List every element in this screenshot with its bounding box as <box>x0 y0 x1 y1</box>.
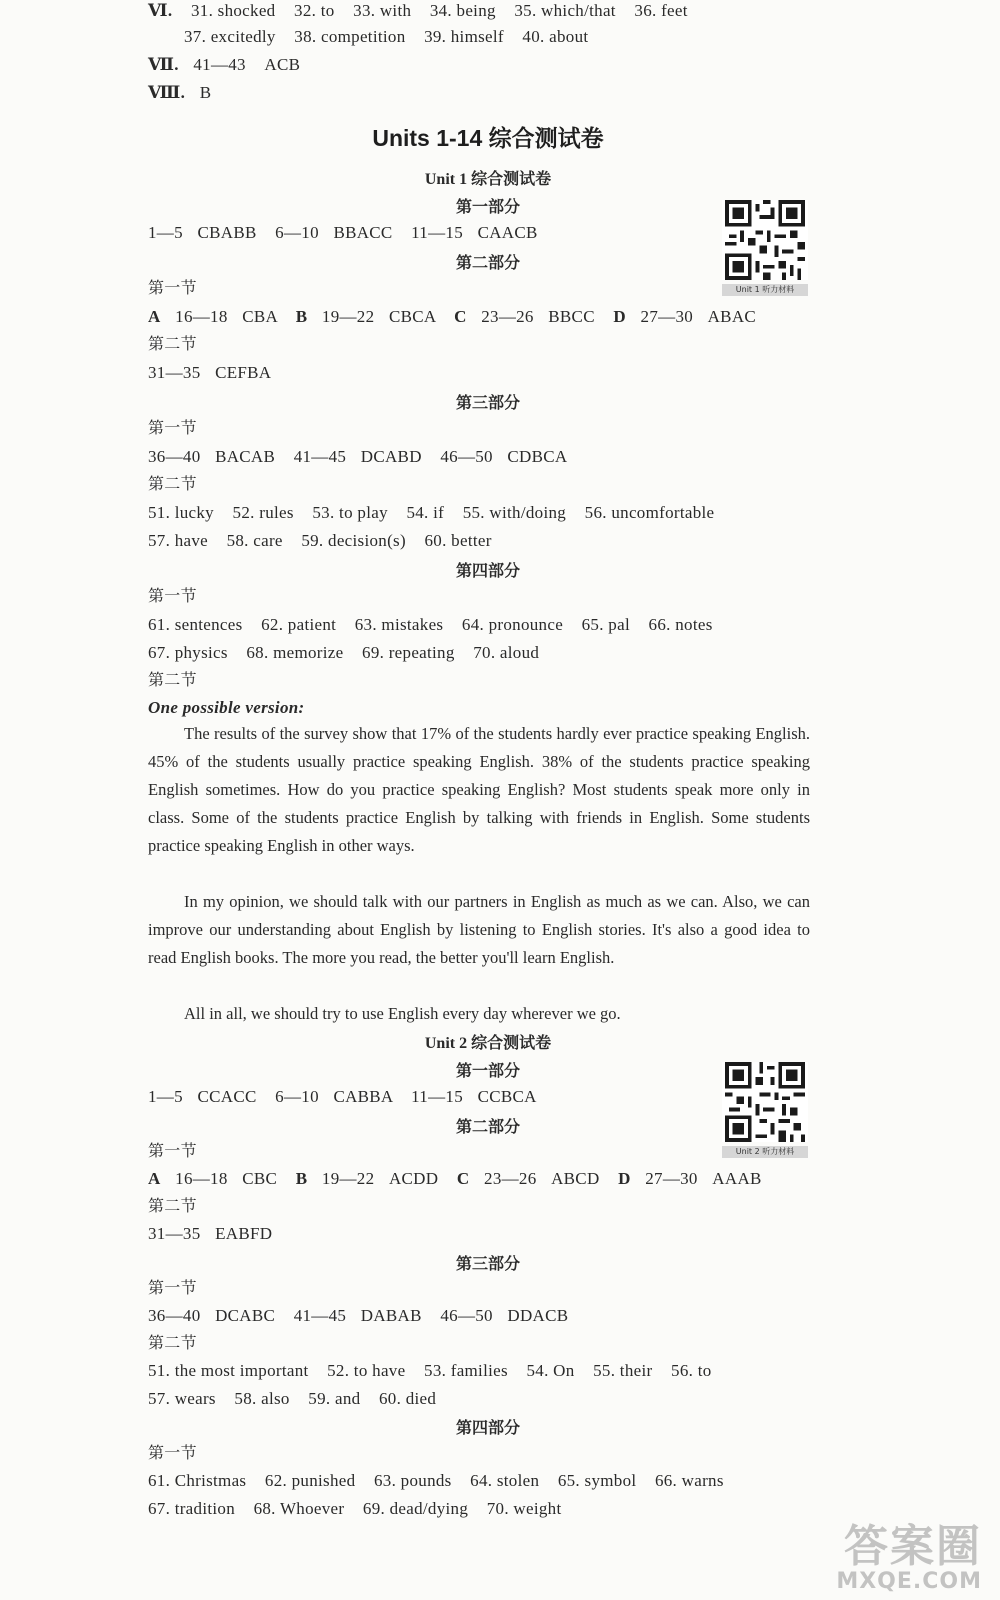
answer-line <box>148 306 756 328</box>
answer-item: DABAB <box>360 1306 422 1325</box>
answer-line <box>148 1498 562 1520</box>
part-title: 第二部分 <box>455 255 520 272</box>
section-label: 第二节 <box>148 1335 197 1352</box>
answer-item: 68. Whoever <box>253 1499 345 1518</box>
answer-item: 51. the most important <box>148 1361 309 1380</box>
answer-item: DDACB <box>507 1306 569 1325</box>
answer-item: 54. if <box>406 503 445 522</box>
answer-item: 61. sentences <box>148 615 243 634</box>
answer-range: 31—35 <box>148 1224 201 1243</box>
answer-item: 55. their <box>593 1361 653 1380</box>
answer-range: 27—30 <box>645 1169 698 1188</box>
answer-item: CEFBA <box>215 363 272 382</box>
qr-caption: Unit 2 听力材料 <box>722 1146 808 1158</box>
answer-item: CCBCA <box>477 1087 537 1106</box>
answer-item: ACDD <box>388 1169 439 1188</box>
answer-range: 46—50 <box>440 447 493 466</box>
answer-item: BBACC <box>333 223 393 242</box>
answer-item: CBABB <box>197 223 257 242</box>
answer-item: 59. decision(s) <box>301 531 406 550</box>
answer-item: CBC <box>242 1169 278 1188</box>
part-title: 第四部分 <box>455 563 520 580</box>
answer-item: 52. rules <box>232 503 294 522</box>
watermark-url: MXQE.COM <box>836 1569 982 1594</box>
answer-item: 31. shocked <box>190 1 276 20</box>
answer-line <box>148 614 713 636</box>
essay-label: One possible version: <box>148 698 305 717</box>
unit-title: Unit 2 综合测试卷 <box>424 1035 552 1052</box>
group-label: C <box>454 307 467 326</box>
answer-item: 63. pounds <box>373 1471 452 1490</box>
answer-line <box>148 642 539 664</box>
answer-item: 70. weight <box>486 1499 562 1518</box>
answer-range: 6—10 <box>275 1087 319 1106</box>
answer-range: 11—15 <box>411 223 464 242</box>
answer-range: 16—18 <box>175 307 228 326</box>
answer-range: 31—35 <box>148 363 201 382</box>
answer-item: 58. also <box>234 1389 290 1408</box>
section-label: 第二节 <box>148 476 197 493</box>
answer-range: 23—26 <box>484 1169 537 1188</box>
answer-item: 65. pal <box>581 615 630 634</box>
section-label: 第二节 <box>148 336 197 353</box>
answer-line <box>148 1168 762 1190</box>
group-label: C <box>456 1169 470 1188</box>
answer-range: 19—22 <box>321 307 375 326</box>
unit-title: Unit 1 综合测试卷 <box>424 171 552 188</box>
answer-item: CBCA <box>388 307 436 326</box>
section-label: 第一节 <box>148 420 197 437</box>
answer-item: 57. have <box>148 531 208 550</box>
answer-item: 38. competition <box>294 27 406 46</box>
answer-line <box>148 1086 537 1108</box>
answer-item: 56. to <box>671 1361 712 1380</box>
answer-line-vii <box>148 54 300 76</box>
answer-line <box>148 1305 568 1327</box>
answer-item: CCACC <box>197 1087 257 1106</box>
answer-range: 1—5 <box>148 223 183 242</box>
group-label: A <box>148 307 161 326</box>
roman-numeral: Ⅵ. <box>148 1 173 20</box>
answer-item: BACAB <box>215 447 276 466</box>
answer-item: CBA <box>242 307 278 326</box>
answer-item: AAAB <box>712 1169 762 1188</box>
part-title: 第一部分 <box>455 199 520 216</box>
answer-range: 16—18 <box>175 1169 228 1188</box>
group-label: A <box>148 1169 161 1188</box>
answer-item: ABAC <box>707 307 757 326</box>
answer-line <box>148 1223 272 1245</box>
qr-caption: Unit 1 听力材料 <box>722 284 808 296</box>
section-label: 第一节 <box>148 1143 197 1160</box>
answer-item: 40. about <box>522 27 589 46</box>
answer-item: CAACB <box>477 223 538 242</box>
answer-item: 33. with <box>353 1 412 20</box>
answer-item: 36. feet <box>634 1 688 20</box>
answer-item: 32. to <box>294 1 335 20</box>
roman-numeral: Ⅷ. <box>148 83 186 102</box>
answer-range: 41—45 <box>293 1306 347 1325</box>
answer-item: ABCD <box>551 1169 600 1188</box>
answer-item: 64. pronounce <box>461 615 564 634</box>
essay-paragraph: The results of the survey show that 17% of the students hardly ever practice speaking English. 45% of the students usually practice speaking English. 38% of the students practice speaking English sometimes. How do you practice speaking English? Most students speak more only in class. Some of the students practice English by talking with friends in English. Some students practice speaking English in other ways. <box>148 724 810 855</box>
answer-line <box>184 26 588 48</box>
answer-range: 19—22 <box>321 1169 375 1188</box>
answer-range: 11—15 <box>411 1087 464 1106</box>
section-label: 第一节 <box>148 280 197 297</box>
answer-item: 66. notes <box>648 615 713 634</box>
group-label: B <box>295 1169 308 1188</box>
section-label: 第二节 <box>148 1198 197 1215</box>
answer-item: B <box>199 83 212 102</box>
part-title: 第三部分 <box>455 395 520 412</box>
answer-item: DCABD <box>360 447 422 466</box>
section-label: 第一节 <box>148 1445 197 1462</box>
group-label: D <box>613 307 626 326</box>
answer-range: 27—30 <box>640 307 694 326</box>
answer-line <box>148 446 567 468</box>
answer-item: 57. wears <box>148 1389 216 1408</box>
answer-item: 59. and <box>308 1389 361 1408</box>
answer-line-viii <box>148 82 211 104</box>
answer-item: 67. tradition <box>148 1499 235 1518</box>
answer-range: 23—26 <box>481 307 534 326</box>
answer-line-vi <box>148 0 688 22</box>
group-label: B <box>295 307 308 326</box>
answer-item: 58. care <box>226 531 283 550</box>
answer-item: 62. punished <box>264 1471 356 1490</box>
answer-item: 53. to play <box>312 503 388 522</box>
answer-line <box>148 222 538 244</box>
answer-item: EABFD <box>215 1224 273 1243</box>
answer-line <box>148 1388 436 1410</box>
answer-item: ACB <box>264 55 301 74</box>
main-title: Units 1-14 综合测试卷 <box>372 125 604 151</box>
answer-item: 54. On <box>526 1361 575 1380</box>
answer-item: 34. being <box>429 1 496 20</box>
answer-item: 63. mistakes <box>354 615 444 634</box>
answer-item: 51. lucky <box>148 503 214 522</box>
answer-line <box>148 502 714 524</box>
watermark-text: 答案圈 <box>844 1521 982 1572</box>
answer-line <box>148 1360 712 1382</box>
watermark <box>836 1521 982 1594</box>
answer-item: 64. stolen <box>470 1471 540 1490</box>
answer-line <box>148 362 271 384</box>
answer-item: 68. memorize <box>246 643 344 662</box>
answer-item: 69. repeating <box>362 643 455 662</box>
roman-numeral: Ⅶ. <box>148 55 179 74</box>
answer-item: 70. aloud <box>473 643 540 662</box>
answer-item: 60. better <box>424 531 492 550</box>
answer-item: 67. physics <box>148 643 228 662</box>
part-title: 第一部分 <box>455 1063 520 1080</box>
answer-item: 39. himself <box>424 27 504 46</box>
essay-paragraph: In my opinion, we should talk with our partners in English as much as we can. Also, we can improve our understanding about English by listening to English stories. It's also a good idea to read English books. The more you read, the better you'll learn English. <box>148 892 810 967</box>
essay-paragraph: All in all, we should try to use English every day wherever we go. <box>184 1004 621 1023</box>
answer-item: 52. to have <box>327 1361 406 1380</box>
group-label: D <box>618 1169 631 1188</box>
section-label: 第一节 <box>148 1280 197 1297</box>
answer-item: 69. dead/dying <box>362 1499 469 1518</box>
answer-item: 65. symbol <box>557 1471 637 1490</box>
answer-range: 6—10 <box>275 223 319 242</box>
answer-item: 62. patient <box>261 615 337 634</box>
section-label: 第一节 <box>148 588 197 605</box>
answer-line <box>148 1470 724 1492</box>
answer-item: 37. excitedly <box>184 27 276 46</box>
answer-range: 41—45 <box>293 447 347 466</box>
answer-item: 53. families <box>424 1361 508 1380</box>
answer-range: 1—5 <box>148 1087 183 1106</box>
answer-item: 66. warns <box>654 1471 724 1490</box>
answer-item: 55. with/doing <box>462 503 567 522</box>
answer-item: 60. died <box>379 1389 437 1408</box>
answer-range: 36—40 <box>148 447 201 466</box>
answer-range: 46—50 <box>440 1306 493 1325</box>
answer-range: 36—40 <box>148 1306 201 1325</box>
answer-item: 35. which/that <box>514 1 616 20</box>
answer-item: DCABC <box>215 1306 276 1325</box>
answer-item: BBCC <box>548 307 595 326</box>
answer-range: 41—43 <box>193 55 246 74</box>
answer-line <box>148 530 492 552</box>
section-label: 第二节 <box>148 672 197 689</box>
answer-item: 61. Christmas <box>148 1471 247 1490</box>
answer-item: CDBCA <box>507 447 568 466</box>
answer-item: CABBA <box>333 1087 393 1106</box>
part-title: 第三部分 <box>455 1256 520 1273</box>
answer-item: 56. uncomfortable <box>584 503 715 522</box>
part-title: 第二部分 <box>455 1119 520 1136</box>
part-title: 第四部分 <box>455 1420 520 1437</box>
